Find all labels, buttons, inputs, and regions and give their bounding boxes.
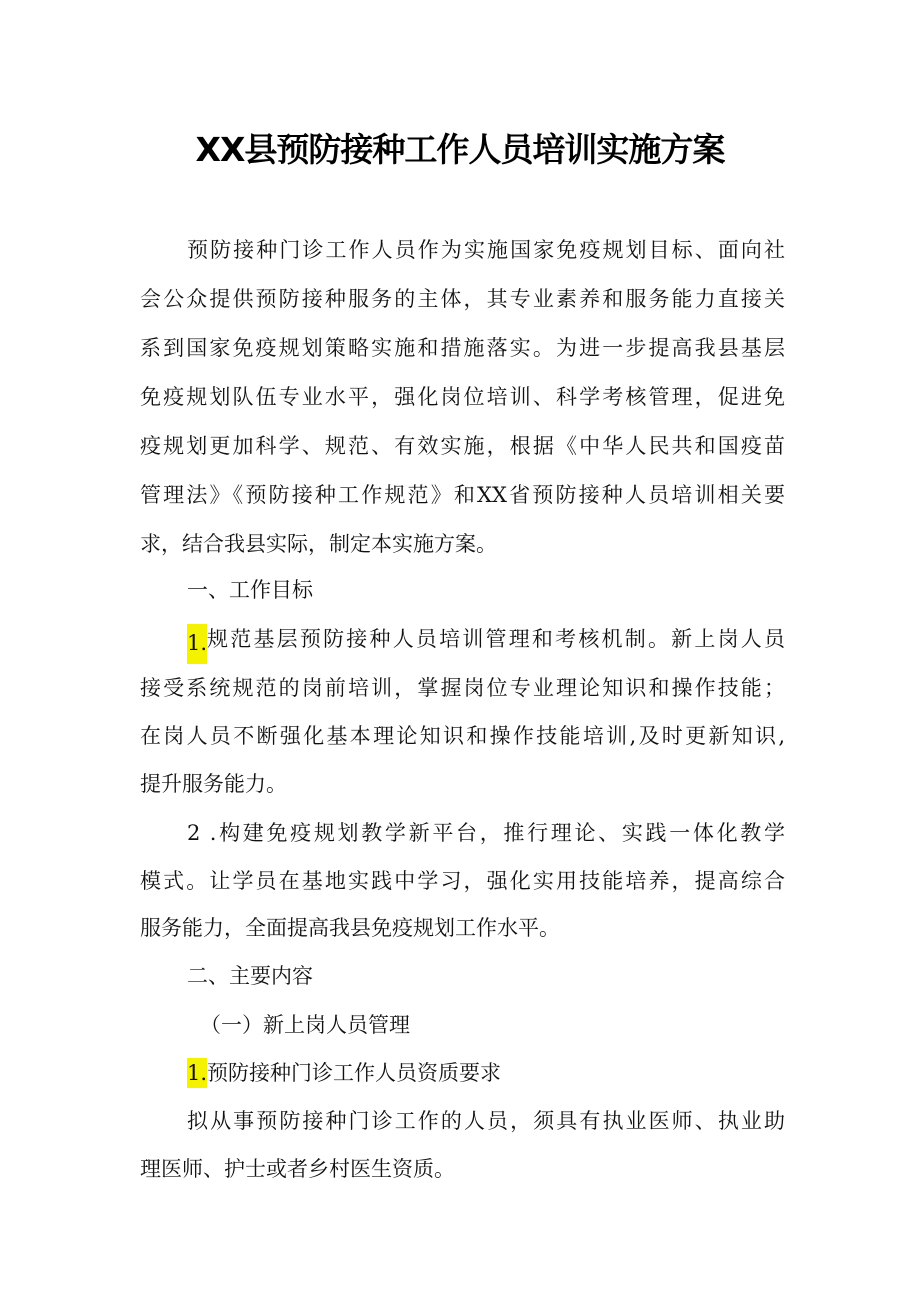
paragraph-line: 接受系统规范的岗前培训，掌握岗位专业理论知识和操作技能；: [140, 676, 785, 700]
paragraph-line: 求，结合我县实际，制定本实施方案。: [140, 532, 497, 556]
paragraph-line: 系到国家免疫规划策略实施和措施落实。为进一步提高我县基层: [140, 336, 785, 360]
list-item: [187, 624, 785, 664]
list-item: [187, 1058, 832, 1088]
paragraph-line: 规范基层预防接种人员培训管理和考核机制。新上岗人员: [207, 627, 785, 651]
paragraph-line: 疫规划更加科学、规范、有效实施，根据《中华人民共和国疫苗: [140, 434, 785, 458]
highlighted-number: 1.: [187, 624, 207, 664]
item-heading: 预防接种门诊工作人员资质要求: [207, 1061, 502, 1085]
paragraph-line: 2 .构建免疫规划教学新平台，推行理论、实践一体化教学: [187, 821, 785, 845]
paragraph-line: 提升服务能力。: [140, 772, 287, 796]
paragraph-line: 在岗人员不断强化基本理论知识和操作技能培训,及时更新知识,: [140, 724, 785, 748]
section-heading: 一、工作目标: [187, 578, 313, 602]
paragraph-line: 预防接种门诊工作人员作为实施国家免疫规划目标、面向社: [187, 238, 785, 262]
paragraph-line: 管理法》《预防接种工作规范》和XX省预防接种人员培训相关要: [140, 483, 785, 507]
highlighted-number: 1.: [187, 1058, 207, 1088]
document-title: XX县预防接种工作人员培训实施方案: [195, 130, 725, 169]
paragraph-line: 服务能力，全面提高我县免疫规划工作水平。: [140, 916, 560, 940]
subsection-heading: （一）新上岗人员管理: [200, 1013, 410, 1037]
paragraph-line: 拟从事预防接种门诊工作的人员，须具有执业医师、执业助: [187, 1109, 785, 1133]
section-heading: 二、主要内容: [187, 964, 313, 988]
paragraph-line: 理医师、护士或者乡村医生资质。: [140, 1157, 455, 1181]
paragraph-line: 模式。让学员在基地实践中学习，强化实用技能培养，提高综合: [140, 869, 785, 893]
paragraph-line: 免疫规划队伍专业水平，强化岗位培训、科学考核管理，促进免: [140, 385, 785, 409]
paragraph-line: 会公众提供预防接种服务的主体，其专业素养和服务能力直接关: [140, 287, 785, 311]
